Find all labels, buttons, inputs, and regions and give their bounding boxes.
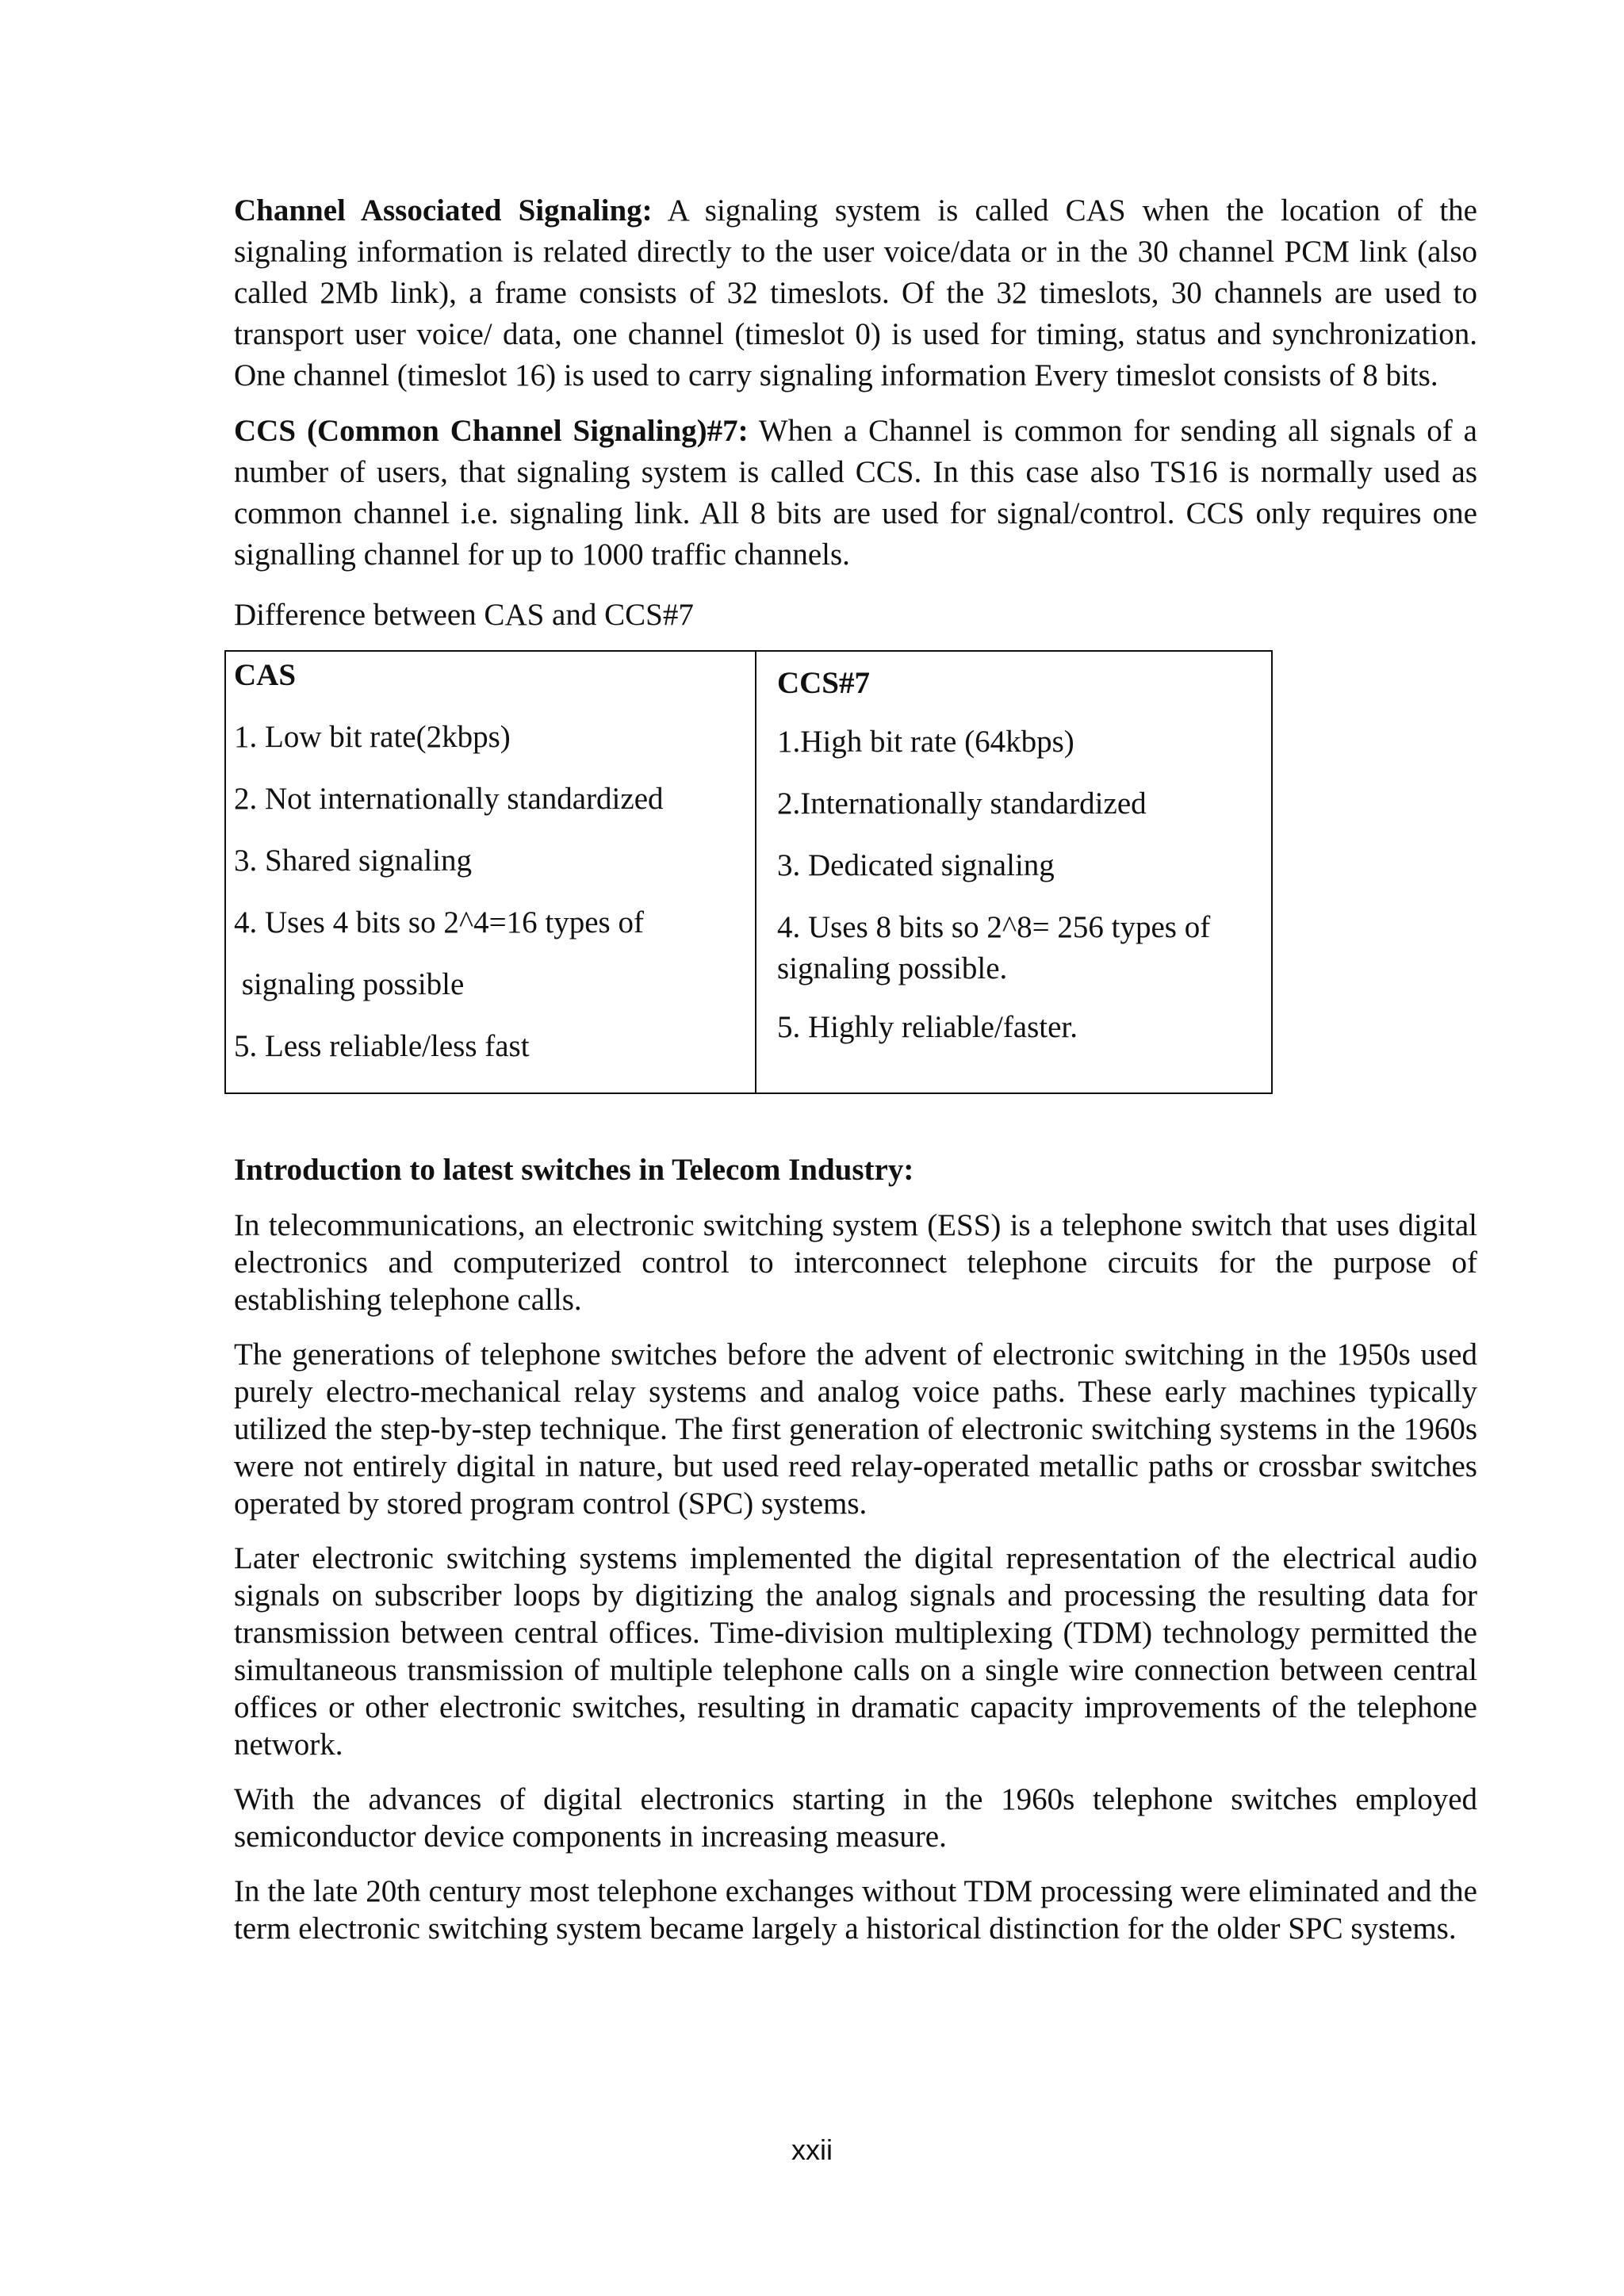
ccs-definition: When a Channel is common for sending all signals of a number of users, that signaling system is called CCS. In this case also TS16 is normally used as common channel i.e. signaling link. All 8 bits are used for signal/control. CCS only requires one signalling channel for up to 1000 traffic channels. [234, 414, 1477, 572]
section-heading: Introduction to latest switches in Telecom Industry: [234, 1153, 914, 1187]
cas-item: 3. Shared signaling [234, 844, 473, 878]
cas-item: 5. Less reliable/less fast [234, 1029, 530, 1063]
page-content [234, 190, 1477, 1965]
cas-term: Channel Associated Signaling: [234, 193, 653, 228]
ccs7-item: 1.High bit rate (64kbps) [776, 725, 1074, 759]
ccs-term: CCS (Common Channel Signaling)#7: [234, 414, 749, 448]
cas-column [226, 652, 756, 1093]
body-paragraph: The generations of telephone switches before the advent of electronic switching in the 1950s used purely electro-mechanical relay systems and analog voice paths. These early machines typically utilized the step-by-step technique. The first generation of electronic switching systems in the 1960s were not entirely digital in nature, but used reed relay-operated metallic paths or crossbar switches operated by stored program control (SPC) systems. [234, 1337, 1477, 1521]
cas-item: 1. Low bit rate(2kbps) [234, 720, 511, 754]
comparison-table [224, 650, 1273, 1094]
body-paragraph: In telecommunications, an electronic switching system (ESS) is a telephone switch that uses digital electronics and computerized control to interconnect telephone circuits for the purpose of establishing telephone calls. [234, 1208, 1477, 1317]
difference-label: Difference between CAS and CCS#7 [234, 598, 694, 632]
ccs-paragraph [234, 411, 1477, 576]
cas-item: 2. Not internationally standardized [234, 782, 664, 816]
body-paragraph: In the late 20th century most telephone exchanges without TDM processing were eliminated and the term electronic switching system became largely a historical distinction for the older SPC systems. [234, 1874, 1477, 1946]
ccs7-item: 3. Dedicated signaling [776, 848, 1055, 882]
cas-definition: A signaling system is called CAS when the location of the signaling information is related directly to the user voice/data or in the 30 channel PCM link (also called 2Mb link), a frame consists of 32 timeslots. Of the 32 timeslots, 30 channels are used to transport user voice/ data, one channel (timeslot 0) is used for timing, status and synchronization. One channel (timeslot 16) is used to carry signaling information Every timeslot consists of 8 bits. [234, 193, 1477, 392]
ccs7-item: 2.Internationally standardized [776, 786, 1147, 821]
page-number: xxii [791, 2133, 833, 2166]
cas-item: 4. Uses 4 bits so 2^4=16 types of [234, 905, 644, 939]
ccs7-column-header: CCS#7 [776, 666, 870, 700]
body-paragraph: With the advances of digital electronics starting in the 1960s telephone switches employed semiconductor device components in increasing measure. [234, 1782, 1477, 1854]
body-paragraph: Later electronic switching systems implemented the digital representation of the electrical audio signals on subscriber loops by digitizing the analog signals and processing the resulting data for transmission between central offices. Time-division multiplexing (TDM) technology permitted the simultaneous transmission of multiple telephone calls on a single wire connection between central offices or other electronic switches, resulting in dramatic capacity improvements of the telephone network. [234, 1541, 1477, 1762]
cas-item: signaling possible [234, 967, 465, 1001]
ccs7-item: 4. Uses 8 bits so 2^8= 256 types of signaling possible. [776, 910, 1211, 985]
cas-column-header: CAS [234, 658, 297, 692]
cas-paragraph [234, 190, 1477, 396]
ccs7-column [756, 652, 1271, 1093]
ccs7-item: 5. Highly reliable/faster. [776, 1010, 1078, 1044]
